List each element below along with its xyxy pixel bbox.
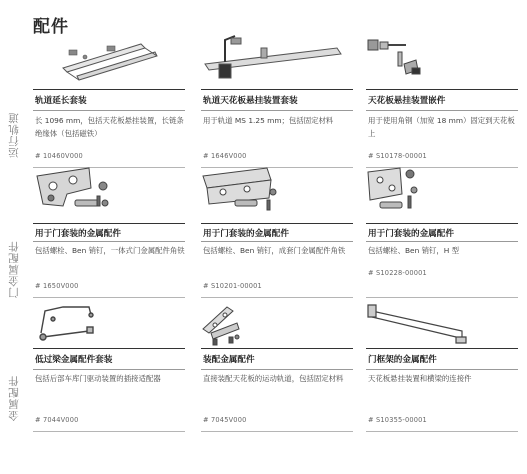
mounting-fitting-icon: [201, 303, 353, 353]
product-description: 包括螺栓、Ben 销钉，一体式门金属配件角铁: [35, 246, 185, 255]
product-description: 包括后部车库门驱动装置的插接适配器: [35, 374, 161, 383]
product-description: 用于使用角钢（加宽 18 mm）固定到天花板上: [368, 116, 515, 138]
section-label-fittings: 金属配件: [8, 375, 20, 421]
product-name: 用于门套装的金属配件: [368, 229, 454, 239]
product-code: # S10228-00001: [368, 269, 427, 277]
product-code: # S10201-00001: [203, 282, 262, 290]
product-description: 直接装配天花板的运动轨道，包括固定材料: [203, 374, 344, 383]
door-fitting-kit-icon: [201, 166, 353, 216]
product-description: 天花板悬挂装置和横梁的连接件: [368, 374, 472, 383]
ceiling-hanger-icon: [201, 34, 353, 84]
h-fitting-icon: [366, 166, 518, 216]
section-label-door-fittings: 门金属配件: [8, 240, 20, 298]
product-name: 用于门套装的金属配件: [203, 229, 289, 239]
product-name: 轨道延长套装: [35, 96, 87, 106]
product-name: 天花板悬挂装置嵌件: [368, 96, 446, 106]
product-name: 门框架的金属配件: [368, 355, 437, 365]
product-name: 轨道天花板悬挂装置套装: [203, 96, 298, 106]
frame-fitting-icon: [366, 303, 518, 353]
product-code: # S10178-00001: [368, 152, 427, 160]
product-code: # 1646V000: [203, 152, 247, 160]
rail-extension-icon: [33, 34, 185, 84]
product-code: # 10460V000: [35, 152, 83, 160]
product-description: 长 1096 mm，包括天花板悬挂装置，长链条绝缘体（包括磁铁）: [35, 116, 184, 138]
low-lintel-kit-icon: [33, 303, 185, 353]
product-code: # 7044V000: [35, 416, 79, 424]
bracket-insert-icon: [366, 34, 518, 84]
product-description: 包括螺栓、Ben 销钉，H 型: [368, 246, 460, 255]
product-code: # 1650V000: [35, 282, 79, 290]
door-fitting-set-icon: [33, 166, 185, 216]
section-label-track: 运行轨道: [8, 112, 20, 158]
product-name: 用于门套装的金属配件: [35, 229, 121, 239]
product-code: # 7045V000: [203, 416, 247, 424]
product-name: 装配金属配件: [203, 355, 255, 365]
page-title: 配件: [33, 17, 69, 37]
product-name: 低过梁金属配件套装: [35, 355, 113, 365]
product-code: # S10355-00001: [368, 416, 427, 424]
product-description: 用于轨道 MS 1.25 mm；包括固定材料: [203, 116, 334, 125]
product-description: 包括螺栓、Ben 销钉，成套门金属配件角铁: [203, 246, 346, 255]
